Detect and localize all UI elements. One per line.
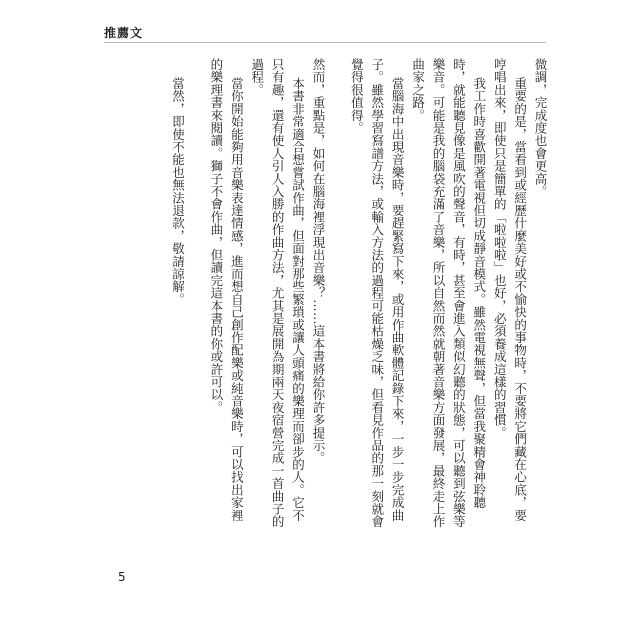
paragraph: 當然，即使不能也無法退款，敬請諒解。	[170, 76, 186, 306]
page-header-title: 推薦文	[104, 26, 144, 40]
paragraph: 微調，完成度也會更高。	[533, 58, 548, 198]
paragraph: 當腦海中出現音樂時，要趕緊寫下來，或用作曲軟體記錄下來，一步一步完成曲子。雖然學習寫譜方法，或輸入方法的過程可能枯燥乏味，但看見作品的那一刻就會覺得很值得。	[349, 58, 406, 528]
vertical-body-text	[167, 58, 550, 533]
page-number: 5	[118, 570, 126, 584]
paragraph: 然而，重點是，如何在腦海裡浮現出音樂？……這本書將給你許多提示。	[310, 58, 326, 465]
header-divider	[104, 42, 546, 43]
paragraph: 當你開始能夠用音樂表達情感，進而想自己創作配樂或純音樂時，可以找出家裡的樂理書來閱讀。獅子不會作曲，但讀完這本書的你或許可以。	[208, 58, 245, 522]
paragraph: 本書非常適合想嘗試作曲，但面對那些繁瑣或讓人頭痛的樂理而卻步的人。它不只有趣，還有使人引人入勝的作曲方法，尤其是展開為期兩天夜宿營完成一首曲子的過程。	[249, 58, 306, 528]
paragraph: 重要的是，當看到或經歷什麼美好或不愉快的事物時，不要將它們藏在心底，要哼唱出來，即使只是簡單的「啦啦啦」也好，必須養成這樣的習慣。	[492, 58, 528, 522]
paragraph: 我工作時喜歡開著電視但切成靜音模式。雖然電視無聲，但當我聚精會神聆聽時，就能聽見像是風吹的聲音，有時，甚至會進入類似幻聽的狀態，可以聽到弦樂等樂音。可能是我的腦袋充滿了音樂，所以自然而然就朝著音樂方面發展，最終走上作曲家之路。	[410, 58, 487, 528]
